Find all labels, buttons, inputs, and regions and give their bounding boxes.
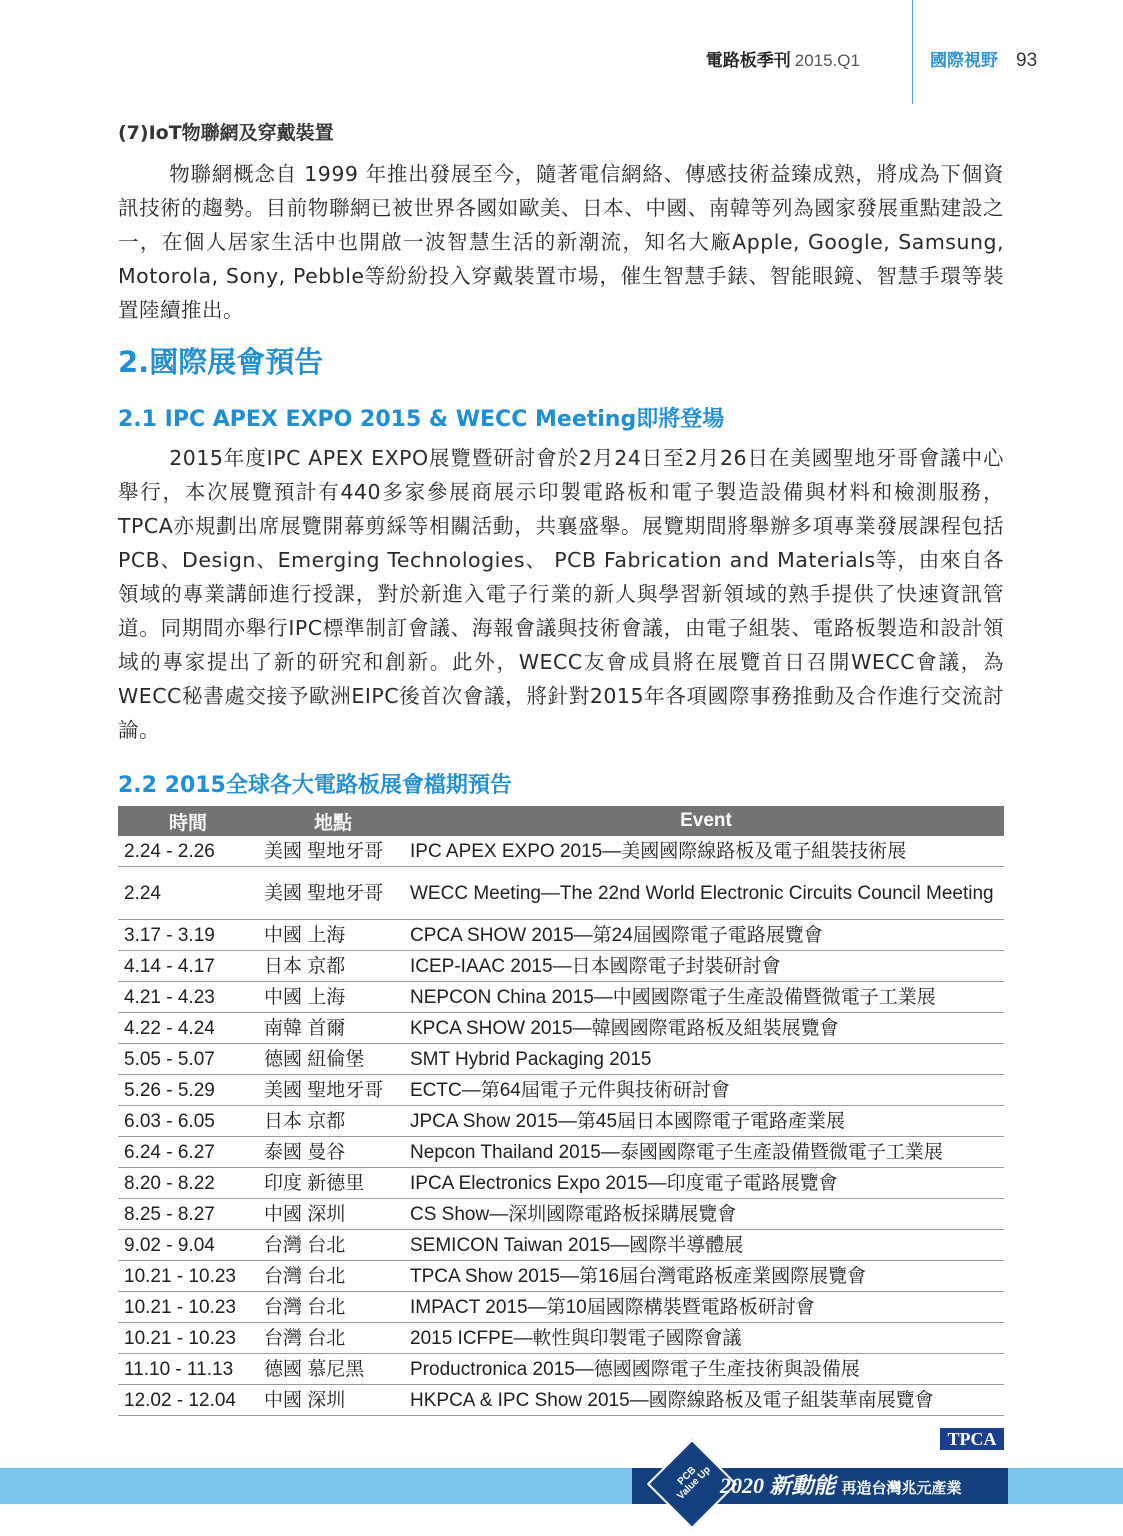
cell-date: 10.21 - 10.23 (118, 1323, 258, 1354)
magazine-title: 電路板季刊 2015.Q1 (705, 51, 860, 71)
cell-event: HKPCA & IPC Show 2015—國際線路板及電子組裝華南展覽會 (408, 1385, 1004, 1416)
cell-place: 德國 紐倫堡 (258, 1044, 408, 1075)
table-row (118, 1106, 1004, 1137)
cell-place: 日本 京都 (258, 1106, 408, 1137)
cell-place: 台灣 台北 (258, 1261, 408, 1292)
cell-place: 中國 深圳 (258, 1199, 408, 1230)
header-divider (912, 0, 913, 104)
cell-date: 11.10 - 11.13 (118, 1354, 258, 1385)
header-event: Event (408, 806, 1004, 836)
cell-place: 南韓 首爾 (258, 1013, 408, 1044)
table-row (118, 836, 1004, 867)
section-label: 國際視野 (930, 51, 998, 71)
cell-place: 日本 京都 (258, 951, 408, 982)
table-row (118, 1354, 1004, 1385)
table-row (118, 1385, 1004, 1416)
table-row (118, 1168, 1004, 1199)
cell-date: 2.24 - 2.26 (118, 836, 258, 867)
cell-date: 4.14 - 4.17 (118, 951, 258, 982)
cell-date: 9.02 - 9.04 (118, 1230, 258, 1261)
cell-place: 台灣 台北 (258, 1323, 408, 1354)
table-row (118, 1230, 1004, 1261)
table-row (118, 1075, 1004, 1106)
cell-date: 12.02 - 12.04 (118, 1385, 258, 1416)
cell-date: 5.05 - 5.07 (118, 1044, 258, 1075)
cell-date: 2.24 (118, 867, 258, 920)
cell-date: 8.20 - 8.22 (118, 1168, 258, 1199)
badge-text: PCB Value Up (675, 1464, 714, 1503)
cell-place: 台灣 台北 (258, 1292, 408, 1323)
cell-event: ICEP-IAAC 2015—日本國際電子封裝研討會 (408, 951, 1004, 982)
cell-place: 中國 上海 (258, 982, 408, 1013)
cell-event: ECTC—第64屆電子元件與技術研討會 (408, 1075, 1004, 1106)
table-row (118, 920, 1004, 951)
cell-event: IPCA Electronics Expo 2015—印度電子電路展覽會 (408, 1168, 1004, 1199)
cell-event: NEPCON China 2015—中國國際電子生產設備暨微電子工業展 (408, 982, 1004, 1013)
table-row (118, 982, 1004, 1013)
cell-event: TPCA Show 2015—第16屆台灣電路板產業國際展覽會 (408, 1261, 1004, 1292)
table-header-row (118, 806, 1004, 836)
cell-date: 8.25 - 8.27 (118, 1199, 258, 1230)
cell-date: 6.03 - 6.05 (118, 1106, 258, 1137)
cell-event: SMT Hybrid Packaging 2015 (408, 1044, 1004, 1075)
cell-date: 3.17 - 3.19 (118, 920, 258, 951)
cell-event: IMPACT 2015—第10屆國際構裝暨電路板研討會 (408, 1292, 1004, 1323)
events-table (118, 806, 1004, 1416)
sub1-paragraph: 2015年度IPC APEX EXPO展覽暨研討會於2月24日至2月26日在美國聖地牙哥會議中心舉行，本次展覽預計有440多家參展商展示印製電路板和電子製造設備與材料和檢測服務，TPCA亦規劃出席展覽開幕剪綵等相關活動，共襄盛舉。展覽期間將舉辦多項專業發展課程包括PCB、Design、Emerging Technologies、 PCB Fabrication and Materials等，由來自各領域的專業講師進行授課，對於新進入電子行業的新人與學習新領域的熟手提供了快速資訊管道。同期間亦舉行IPC標準制訂會議、海報會議與技術會議，由電子組裝、電路板製造和設計領域的專家提出了新的研究和創新。此外，WECC友會成員將在展覽首日召開WECC會議，為WECC秘書處交接予歐洲EIPC後首次會議，將針對2015年各項國際事務推動及合作進行交流討論。 (118, 445, 1004, 742)
cell-place: 美國 聖地牙哥 (258, 1075, 408, 1106)
page-header (640, 48, 1060, 74)
cell-date: 10.21 - 10.23 (118, 1261, 258, 1292)
cell-place: 台灣 台北 (258, 1230, 408, 1261)
footer-slogan (720, 1468, 962, 1504)
cell-event: KPCA SHOW 2015—韓國國際電路板及組裝展覽會 (408, 1013, 1004, 1044)
header-date: 時間 (118, 806, 258, 836)
cell-place: 美國 聖地牙哥 (258, 836, 408, 867)
cell-event: JPCA Show 2015—第45屆日本國際電子電路產業展 (408, 1106, 1004, 1137)
cell-date: 4.21 - 4.23 (118, 982, 258, 1013)
cell-place: 中國 深圳 (258, 1385, 408, 1416)
iot-paragraph: 物聯網概念自 1999 年推出發展至今，隨著電信網絡、傳感技術益臻成熟，將成為下個資訊技術的趨勢。目前物聯網已被世界各國如歐美、日本、中國、南韓等列為國家發展重點建設之一，在個人居家生活中也開啟一波智慧生活的新潮流，知名大廠Apple, Google, Samsung, Motorola, Sony, Pebble等紛紛投入穿戴裝置市場，催生智慧手錶、智能眼鏡、智慧手環等裝置陸續推出。 (118, 161, 1004, 322)
table-row (118, 1044, 1004, 1075)
sub1-title: 2.1 IPC APEX EXPO 2015 & WECC Meeting即將登場 (118, 407, 725, 432)
slogan-main: 2020 新動能 (720, 1473, 836, 1498)
header-place: 地點 (258, 806, 408, 836)
cell-place: 中國 上海 (258, 920, 408, 951)
slogan-sub: 再造台灣兆元產業 (841, 1479, 962, 1497)
cell-date: 10.21 - 10.23 (118, 1292, 258, 1323)
table-row (118, 1292, 1004, 1323)
table-row (118, 867, 1004, 920)
table-row (118, 951, 1004, 982)
cell-date: 4.22 - 4.24 (118, 1013, 258, 1044)
table-row (118, 1013, 1004, 1044)
table-row (118, 1261, 1004, 1292)
issue-label: 2015.Q1 (794, 51, 860, 70)
cell-date: 5.26 - 5.29 (118, 1075, 258, 1106)
iot-heading: (7)IoT物聯網及穿戴裝置 (118, 122, 334, 144)
cell-event: SEMICON Taiwan 2015—國際半導體展 (408, 1230, 1004, 1261)
cell-place: 德國 慕尼黑 (258, 1354, 408, 1385)
cell-place: 印度 新德里 (258, 1168, 408, 1199)
cell-event: IPC APEX EXPO 2015—美國國際線路板及電子組裝技術展 (408, 836, 1004, 867)
cell-place: 泰國 曼谷 (258, 1137, 408, 1168)
cell-event: Nepcon Thailand 2015—泰國國際電子生產設備暨微電子工業展 (408, 1137, 1004, 1168)
tpca-logo: TPCA (940, 1428, 1004, 1450)
cell-date: 6.24 - 6.27 (118, 1137, 258, 1168)
table-row (118, 1199, 1004, 1230)
cell-event: 2015 ICFPE—軟性與印製電子國際會議 (408, 1323, 1004, 1354)
table-row (118, 1137, 1004, 1168)
cell-event: CPCA SHOW 2015—第24屆國際電子電路展覽會 (408, 920, 1004, 951)
sub2-title: 2.2 2015全球各大電路板展會檔期預告 (118, 773, 512, 798)
section2-title: 2.國際展會預告 (118, 345, 324, 379)
table-row (118, 1323, 1004, 1354)
page-number: 93 (1016, 50, 1038, 71)
cell-event: Productronica 2015—德國國際電子生產技術與設備展 (408, 1354, 1004, 1385)
cell-event: CS Show—深圳國際電路板採購展覽會 (408, 1199, 1004, 1230)
cell-place: 美國 聖地牙哥 (258, 867, 408, 920)
cell-event: WECC Meeting—The 22nd World Electronic Circuits Council Meeting (408, 867, 1004, 920)
